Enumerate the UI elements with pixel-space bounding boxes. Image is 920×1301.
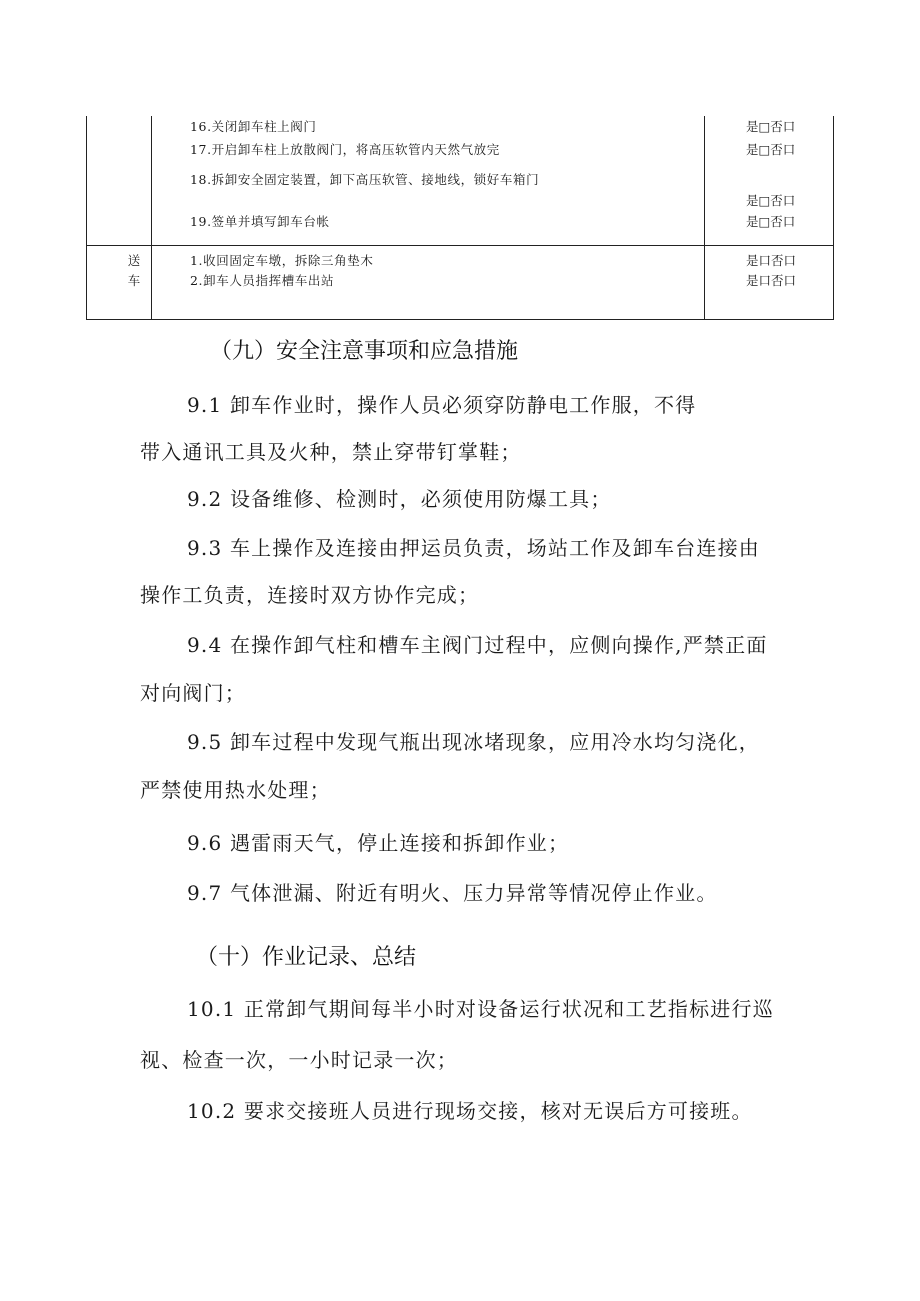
step-17-text: 17.开启卸车柱上放散阀门，将高压软管内天然气放完 xyxy=(190,142,500,157)
step-16-text: 16.关闭卸车柱上阀门 xyxy=(190,119,317,134)
item-9-6: 9.6 遇雷雨天气，停止连接和拆卸作业； xyxy=(187,831,570,855)
section-label-top: 送 xyxy=(127,253,141,268)
step-17-check[interactable]: 是□否口 xyxy=(746,142,796,157)
send-step-2-text: 2.卸车人员指挥槽车出站 xyxy=(190,273,335,288)
step-18-text: 18.拆卸安全固定装置，卸下高压软管、接地线，锁好车箱门 xyxy=(190,172,540,187)
item-10-1-line2: 视、检查一次，一小时记录一次； xyxy=(140,1048,458,1072)
item-9-1-line1: 9.1 卸车作业时，操作人员必须穿防静电工作服，不得 xyxy=(187,393,697,417)
section-label-bottom: 车 xyxy=(127,273,141,288)
section-10-heading: （十）作业记录、总结 xyxy=(196,945,417,970)
item-9-1-line2: 带入通讯工具及火种，禁止穿带钉掌鞋； xyxy=(140,440,522,464)
table-col-divider-2 xyxy=(704,116,705,320)
step-16-check[interactable]: 是□否口 xyxy=(746,119,796,134)
table-col-divider-1 xyxy=(151,116,152,320)
item-9-3-line1: 9.3 车上操作及连接由押运员负责，场站工作及卸车台连接由 xyxy=(187,536,760,560)
send-step-1-check[interactable]: 是口否口 xyxy=(746,253,797,268)
step-18-check[interactable]: 是□否口 xyxy=(746,193,796,208)
item-10-2: 10.2 要求交接班人员进行现场交接，核对无误后方可接班。 xyxy=(187,1099,753,1123)
item-9-3-line2: 操作工负责，连接时双方协作完成； xyxy=(140,583,480,607)
unloading-checklist-table xyxy=(86,116,834,320)
item-9-7: 9.7 气体泄漏、附近有明火、压力异常等情况停止作业。 xyxy=(187,881,718,905)
table-left-border xyxy=(86,116,87,320)
step-19-check[interactable]: 是□否口 xyxy=(746,214,796,229)
send-step-1-text: 1.收回固定车墩，拆除三角垫木 xyxy=(190,253,374,268)
item-9-4-line2: 对向阀门； xyxy=(140,681,246,705)
table-right-border xyxy=(833,116,834,320)
send-step-2-check[interactable]: 是口否口 xyxy=(746,273,797,288)
table-bottom-border xyxy=(86,319,834,320)
item-9-5-line2: 严禁使用热水处理； xyxy=(140,778,331,802)
table-row-divider xyxy=(86,245,834,246)
item-10-1-line1: 10.1 正常卸气期间每半小时对设备运行状况和工艺指标进行巡 xyxy=(187,997,774,1021)
section-9-heading: （九）安全注意事项和应急措施 xyxy=(210,339,519,364)
item-9-5-line1: 9.5 卸车过程中发现气瓶出现冰堵现象，应用冷水均匀浇化， xyxy=(187,730,760,754)
item-9-2: 9.2 设备维修、检测时，必须使用防爆工具； xyxy=(187,487,612,511)
step-19-text: 19.签单并填写卸车台帐 xyxy=(190,214,330,229)
item-9-4-line1: 9.4 在操作卸气柱和槽车主阀门过程中，应侧向操作,严禁正面 xyxy=(187,633,768,657)
